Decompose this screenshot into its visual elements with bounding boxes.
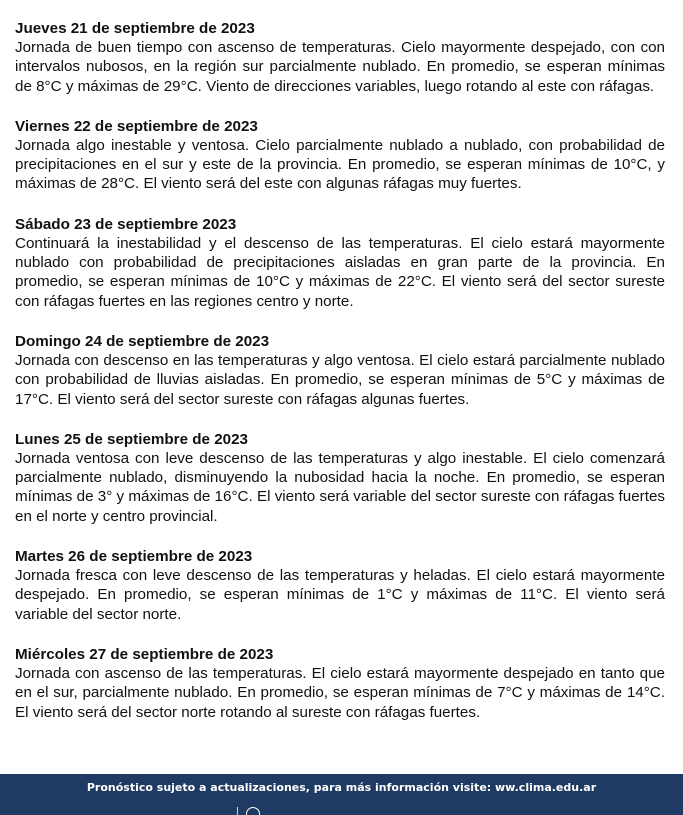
day-description: Jornada de buen tiempo con ascenso de temperaturas. Cielo mayormente despejado, con con intervalos nubosos, en la región sur parcialmente nublado. En promedio, se esperan mínimas de 8°C y máximas de 29°C. Viento de direcciones variables, luego rotando al este con ráfagas. bbox=[15, 39, 665, 95]
day-title: Miércoles 27 de septiembre de 2023 bbox=[15, 645, 274, 663]
forecast-day-wednesday bbox=[15, 645, 665, 722]
forecast-day-tuesday bbox=[15, 547, 665, 624]
day-title: Jueves 21 de septiembre de 2023 bbox=[15, 20, 255, 37]
forecast-day-thursday bbox=[15, 19, 665, 96]
logo-arc-icon bbox=[246, 807, 260, 815]
day-title: Domingo 24 de septiembre de 2023 bbox=[15, 332, 270, 350]
forecast-day-monday bbox=[15, 430, 665, 526]
day-title: Lunes 25 de septiembre de 2023 bbox=[15, 430, 248, 448]
day-description: Jornada con descenso en las temperaturas y algo ventosa. El cielo estará parcialmente nublado con probabilidad de lluvias aisladas. En promedio, se esperan mínimas de 5°C y máximas de 17°C. El viento será del sector sureste con ráfagas algunas fuertes. bbox=[15, 351, 665, 408]
day-description: Jornada fresca con leve descenso de las temperaturas y heladas. El cielo estará mayormente despejado. En promedio, se esperan mínimas de 1°C y máximas de 11°C. El viento será variable del sector norte. bbox=[15, 567, 665, 623]
forecast-day-saturday bbox=[15, 215, 665, 311]
day-title: Viernes 22 de septiembre de 2023 bbox=[15, 117, 258, 135]
logo-divider bbox=[237, 807, 238, 815]
forecast-day-friday bbox=[15, 117, 665, 194]
forecast-day-sunday bbox=[15, 332, 665, 409]
forecast-document bbox=[15, 19, 665, 743]
day-description: Jornada con ascenso de las temperaturas. El cielo estará mayormente despejado en tanto que en el sur, parcialmente nublado. En promedio, se esperan mínimas de 7°C y máximas de 14°C. El viento será del sector norte rotando al sureste con ráfagas fuertes. bbox=[15, 664, 665, 721]
day-description: Jornada ventosa con leve descenso de las temperaturas y algo inestable. El cielo comenzará parcialmente nublado, disminuyendo la nubosidad hacia la noche. En promedio, se esperan mínimas de 3° y máximas de 16°C. El viento será variable del sector sureste con ráfagas fuertes en el norte y centro provincial. bbox=[15, 449, 665, 525]
day-description: Jornada algo inestable y ventosa. Cielo parcialmente nublado a nublado, con probabilidad de precipitaciones en el sur y este de la provincia. En promedio, se esperan mínimas de 10°C, y máximas de 28°C. El viento será del este con algunas ráfagas muy fuertes. bbox=[15, 136, 665, 193]
day-title: Martes 26 de septiembre de 2023 bbox=[15, 548, 253, 566]
day-title: Sábado 23 de septiembre 2023 bbox=[15, 215, 237, 233]
day-description: Continuará la inestabilidad y el descenso de las temperaturas. El cielo estará mayormente nublado con probabilidad de precipitaciones aisladas en gran parte de la provincia. En promedio, se esperan mínimas de 10°C y máximas de 22°C. El viento será del sector sureste con ráfagas fuertes en las regiones centro y norte. bbox=[15, 234, 665, 310]
footer-notice: Pronóstico sujeto a actualizaciones, para más información visite: ww.clima.edu.ar bbox=[86, 781, 597, 794]
footer-banner bbox=[0, 774, 683, 815]
footer-logos bbox=[237, 807, 260, 815]
